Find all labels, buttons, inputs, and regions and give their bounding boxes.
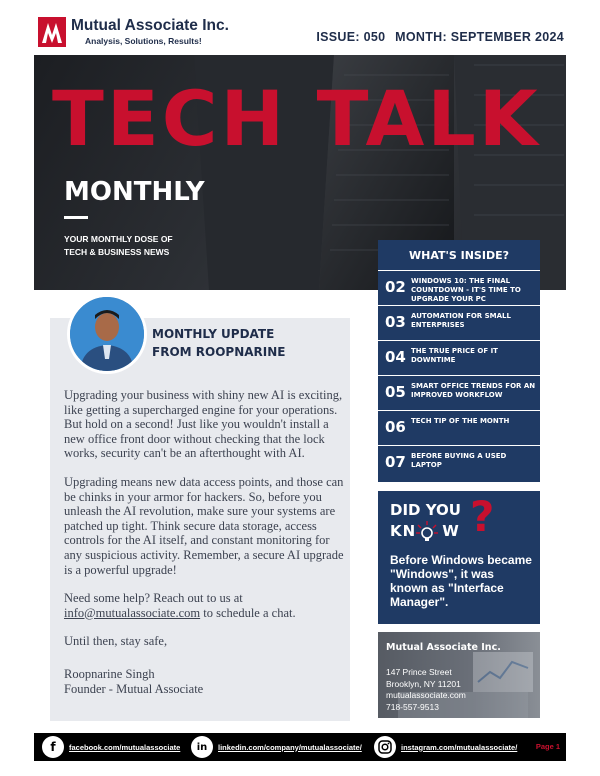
letter-contact-paragraph <box>64 591 344 620</box>
toc-item-title: AUTOMATION FOR SMALL ENTERPRISES <box>411 312 511 329</box>
toc-item-title: THE TRUE PRICE OF IT DOWNTIME <box>411 347 498 364</box>
instagram-link-group[interactable] <box>374 733 517 761</box>
signer-title: Founder - Mutual Associate <box>64 681 204 696</box>
whats-inside-box <box>378 240 540 482</box>
toc-item[interactable] <box>378 375 540 410</box>
update-letter <box>64 388 344 696</box>
contact-phone[interactable]: 718-557-9513 <box>386 701 439 712</box>
toc-page-number: 07 <box>385 453 406 471</box>
social-footer <box>34 733 566 761</box>
logo-mark-icon <box>38 17 66 47</box>
linkedin-icon[interactable]: in <box>191 736 213 758</box>
did-you-know-fact: Before Windows became "Windows", it was known as "Interface Manager". <box>390 553 532 609</box>
contact-details <box>386 667 466 713</box>
whats-inside-heading: WHAT'S INSIDE? <box>409 249 509 262</box>
toc-page-number: 05 <box>385 383 406 401</box>
contact-website[interactable]: mutualassociate.com <box>386 690 466 701</box>
instagram-link[interactable]: instagram.com/mutualassociate/ <box>401 742 518 752</box>
contact-company-name: Mutual Associate Inc. <box>386 642 501 653</box>
update-title <box>152 325 285 361</box>
contact-prefix-text: Need some help? Reach out to us at <box>64 591 243 606</box>
issue-number: ISSUE: 050 <box>316 30 386 44</box>
toc-item[interactable] <box>378 270 540 305</box>
toc-page-number: 03 <box>385 313 406 331</box>
toc-item-title: WINDOWS 10: THE FINAL COUNTDOWN - IT'S TIME TO UPGRADE YOUR PC <box>411 277 521 303</box>
update-title-line2: FROM ROOPNARINE <box>152 345 286 359</box>
did-you-know-title: DID YOU <box>390 501 461 519</box>
avatar <box>67 294 147 374</box>
page-number: Page 1 <box>535 742 560 751</box>
toc-page-number: 04 <box>385 348 406 366</box>
linkedin-link-group[interactable] <box>191 733 362 761</box>
hero-tagline-line2: TECH & BUSINESS NEWS <box>64 247 170 257</box>
linkedin-link[interactable]: linkedin.com/company/mutualassociate/ <box>218 742 362 752</box>
hero-divider <box>64 216 88 219</box>
hero-tagline-line1: YOUR MONTHLY DOSE OF <box>64 234 173 244</box>
letter-paragraph: Upgrading means new data access points, and those can be chinks in your armor for hackers. So, before you unleash the AI revolution, make sure your systems are patched up tight. Think secure data storage, access controls for the AI itself, and constant monitoring for any suspicious activity. Remember, a secure AI upgrade is a powerful upgrade! <box>64 474 344 577</box>
hero-title: TECH TALK <box>52 74 541 163</box>
hero-tagline <box>64 233 173 259</box>
email-link[interactable]: info@mutualassociate.com <box>64 605 201 620</box>
dyk-w-text: W <box>442 522 460 540</box>
hero-subtitle: MONTHLY <box>64 177 205 207</box>
facebook-icon[interactable]: f <box>42 736 64 758</box>
facebook-link[interactable]: facebook.com/mutualassociate <box>69 742 181 752</box>
founder-portrait-icon <box>70 297 144 371</box>
question-mark-icon: ? <box>470 492 495 541</box>
toc-item-title: BEFORE BUYING A USED LAPTOP <box>411 452 507 469</box>
facebook-link-group[interactable] <box>42 733 180 761</box>
toc-item[interactable] <box>378 305 540 340</box>
contact-street: 147 Prince Street <box>386 667 452 677</box>
toc-item-title: TECH TIP OF THE MONTH <box>411 417 510 425</box>
toc-item[interactable] <box>378 340 540 375</box>
did-you-know-box <box>378 491 540 624</box>
instagram-icon[interactable] <box>374 736 396 758</box>
update-title-line1: MONTHLY UPDATE <box>152 327 275 341</box>
letter-paragraph: Upgrading your business with shiny new AI is exciting, like getting a supercharged engine for your operations. But hold on a second! Just like you wouldn't install a new office front door without checking that the lock works, security can't be an afterthought with AI. <box>64 388 343 461</box>
toc-item[interactable] <box>378 445 540 480</box>
dyk-kn-text: KN <box>390 522 417 540</box>
letter-closing: Until then, stay safe, <box>64 634 168 649</box>
company-name: Mutual Associate Inc. <box>71 17 229 34</box>
contact-suffix-text: to schedule a chat. <box>203 605 296 620</box>
signer-name: Roopnarine Singh <box>64 666 155 681</box>
toc-item-title: SMART OFFICE TRENDS FOR AN IMPROVED WORKFLOW <box>411 382 536 399</box>
toc-page-number: 06 <box>385 418 406 436</box>
issue-month: MONTH: SEPTEMBER 2024 <box>395 30 564 44</box>
company-tagline: Analysis, Solutions, Results! <box>85 36 202 46</box>
company-logo <box>38 14 258 50</box>
issue-info <box>310 30 564 44</box>
toc-page-number: 02 <box>385 278 406 296</box>
toc-item[interactable] <box>378 410 540 445</box>
contact-box <box>378 632 540 718</box>
signature-block <box>64 667 344 696</box>
lightbulb-icon <box>416 521 438 543</box>
contact-city: Brooklyn, NY 11201 <box>386 678 461 689</box>
